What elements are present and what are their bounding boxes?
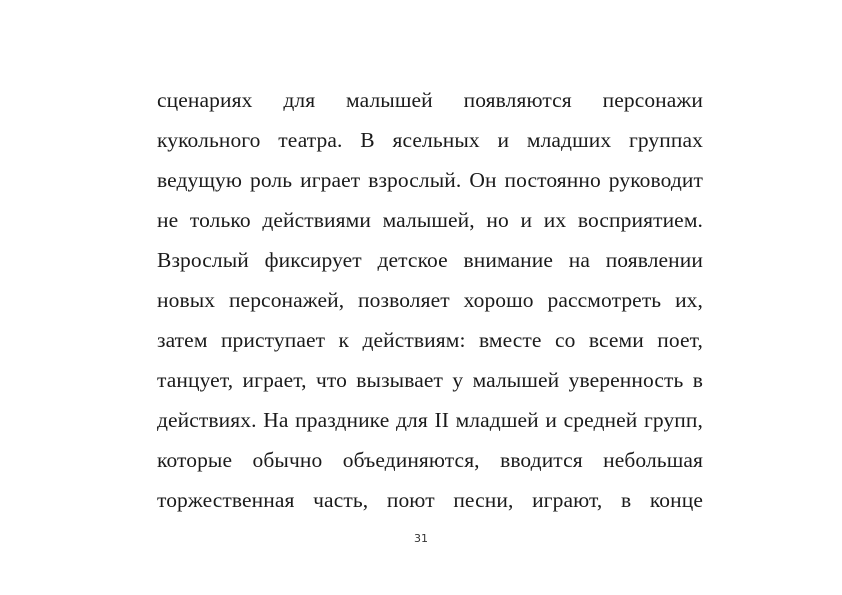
text-line: торжественная часть, поют песни, играют, в конце (157, 488, 703, 512)
text-line: кукольного театра. В ясельных и младших группах (157, 128, 703, 152)
text-line: Взрослый фиксирует детское внимание на появлении (157, 248, 703, 272)
page-number: 31 (414, 532, 428, 545)
text-line: новых персонажей, позволяет хорошо рассмотреть их, (157, 288, 703, 312)
text-line: танцует, играет, что вызывает у малышей уверенность в (157, 368, 703, 392)
text-line: которые обычно объединяются, вводится небольшая (157, 448, 703, 472)
text-line: ведущую роль играет взрослый. Он постоянно руководит (157, 168, 703, 192)
text-line: затем приступает к действиям: вместе со всеми поет, (157, 328, 703, 352)
body-text (157, 84, 703, 524)
text-line: действиях. На празднике для II младшей и средней групп, (157, 408, 703, 432)
text-line: не только действиями малышей, но и их восприятием. (157, 208, 703, 232)
text-line: сценариях для малышей появляются персонажи (157, 88, 703, 112)
